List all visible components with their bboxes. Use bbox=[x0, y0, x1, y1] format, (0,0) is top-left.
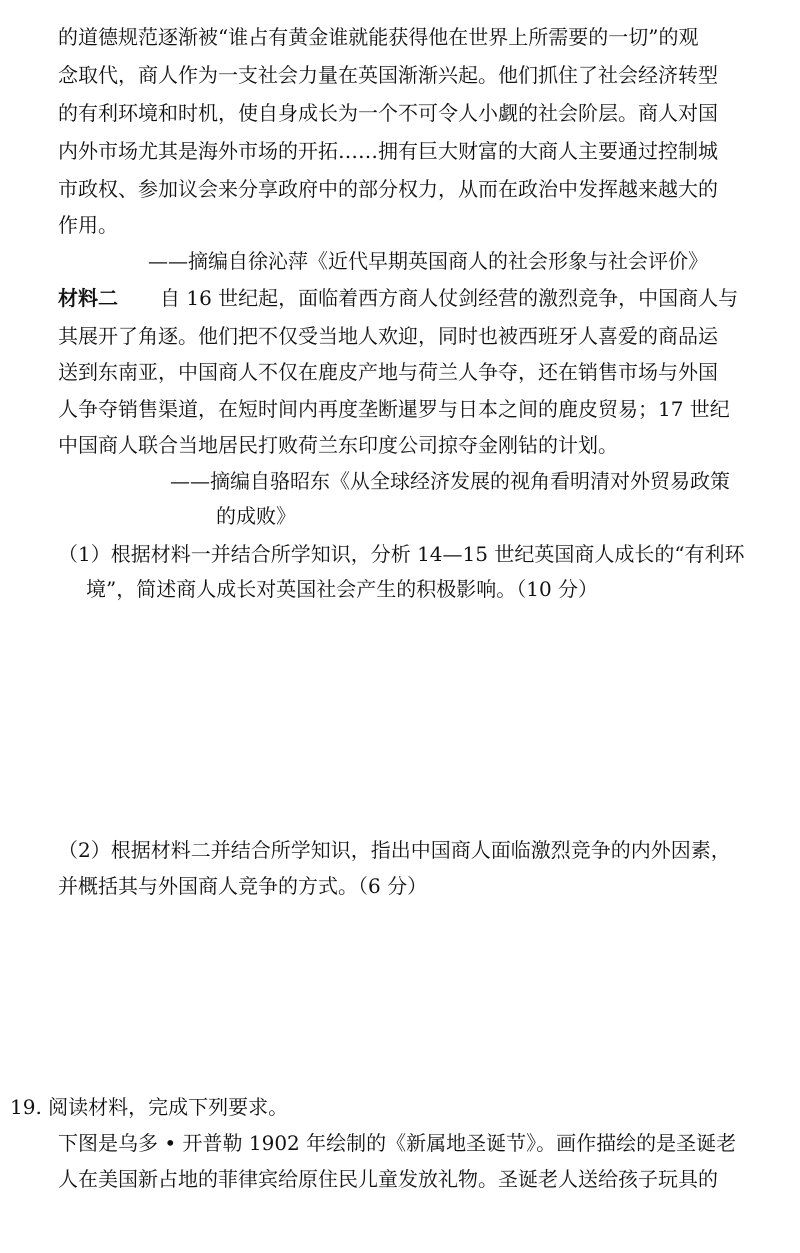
question19-line-2: 人在美国新占地的菲律宾给原住民儿童发放礼物。圣诞老人送给孩子玩具的 bbox=[58, 1167, 718, 1191]
material2-line-2: 其展开了角逐。他们把不仅受当地人欢迎，同时也被西班牙人喜爱的商品运 bbox=[58, 324, 718, 348]
material1-line-4: 内外市场尤其是海外市场的开拓……拥有巨大财富的大商人主要通过控制城 bbox=[58, 139, 718, 163]
question2-line-1: （2）根据材料二并结合所学知识，指出中国商人面临激烈竞争的内外因素， bbox=[58, 838, 731, 862]
material1-line-6: 作用。 bbox=[58, 213, 118, 237]
material2-source-line-2: 的成败》 bbox=[216, 504, 296, 528]
material2-source-line-1: ——摘编自骆昭东《从全球经济发展的视角看明清对外贸易政策 bbox=[170, 469, 730, 493]
material2-line-1: 自 16 世纪起，面临着西方商人仗剑经营的激烈竞争，中国商人与 bbox=[160, 286, 739, 310]
material1-line-3: 的有利环境和时机，使自身成长为一个不可令人小觑的社会阶层。商人对国 bbox=[58, 101, 718, 125]
material1-line-5: 市政权、参加议会来分享政府中的部分权力，从而在政治中发挥越来越大的 bbox=[58, 177, 718, 201]
material1-line-1: 的道德规范逐渐被“谁占有黄金谁就能获得他在世界上所需要的一切”的观 bbox=[58, 25, 699, 49]
material2-label: 材料二 bbox=[58, 286, 118, 310]
question19-heading: 19. 阅读材料，完成下列要求。 bbox=[10, 1095, 289, 1119]
question1-line-1: （1）根据材料一并结合所学知识，分析 14—15 世纪英国商人成长的“有利环 bbox=[58, 542, 745, 566]
material1-source: ——摘编自徐沁萍《近代早期英国商人的社会形象与社会评价》 bbox=[148, 249, 708, 273]
question2-line-2: 并概括其与外国商人竞争的方式。（6 分） bbox=[58, 874, 428, 898]
material2-line-5: 中国商人联合当地居民打败荷兰东印度公司掠夺金刚钻的计划。 bbox=[58, 433, 618, 457]
material2-line-4: 人争夺销售渠道，在短时间内再度垄断暹罗与日本之间的鹿皮贸易；17 世纪 bbox=[58, 397, 730, 421]
question19-line-1: 下图是乌多 • 开普勒 1902 年绘制的《新属地圣诞节》。画作描绘的是圣诞老 bbox=[58, 1131, 737, 1155]
question1-line-2: 境”，简述商人成长对英国社会产生的积极影响。（10 分） bbox=[86, 577, 599, 601]
material2-line-3: 送到东南亚，中国商人不仅在鹿皮产地与荷兰人争夺，还在销售市场与外国 bbox=[58, 360, 718, 384]
material1-line-2: 念取代，商人作为一支社会力量在英国渐渐兴起。他们抓住了社会经济转型 bbox=[58, 63, 718, 87]
